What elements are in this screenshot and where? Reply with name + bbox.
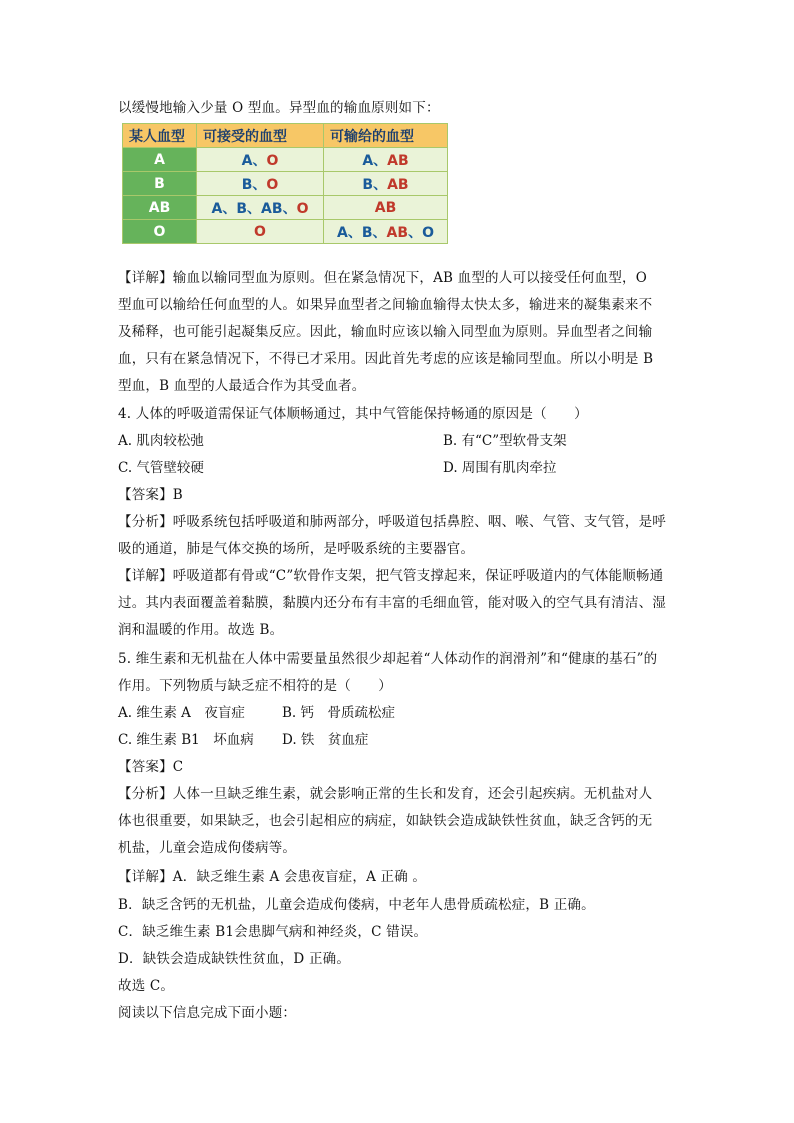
q4-option-c: C. 气管壁较硬 xyxy=(118,460,204,476)
q4-option-b: B. 有“C”型软骨支架 xyxy=(443,433,567,449)
q5-answer: 【答案】C xyxy=(118,759,184,775)
q5-stem-line: 5. 维生素和无机盐在人体中需要量虽然很少却起着“人体动作的润滑剂”和“健康的基石”的 xyxy=(118,651,658,667)
table-row xyxy=(123,172,448,196)
table-header-row xyxy=(123,124,448,148)
q4-analysis-line: 【分析】呼吸系统包括呼吸道和肺两部分，呼吸道包括鼻腔、咽、喉、气管、支气管，是呼 xyxy=(118,514,666,530)
table-header: 某人血型 xyxy=(123,124,197,148)
donate-to-types-cell: B、AB xyxy=(324,172,448,196)
blood-type-token: O xyxy=(296,200,309,217)
q5-stem-line: 作用。下列物质与缺乏症不相符的是（ ） xyxy=(118,678,392,694)
blood-type-token: B xyxy=(362,176,374,193)
q3-detail-line: 【详解】输血以输同型血为原则。但在紧急情况下，AB 血型的人可以接受任何血型，O xyxy=(118,270,648,286)
q5-option-c: C. 维生素 B1 坏血病 xyxy=(118,732,254,748)
blood-type-token: A xyxy=(241,152,253,169)
blood-type-token: B xyxy=(236,200,248,217)
blood-type-table xyxy=(122,123,448,244)
blood-type-token: B xyxy=(361,224,373,241)
donate-to-types-cell: A、AB xyxy=(324,148,448,172)
q4-detail-line: 润和温暖的作用。故选 B。 xyxy=(118,622,284,638)
q4-option-a: A. 肌肉较松弛 xyxy=(118,433,204,449)
table-row xyxy=(123,220,448,244)
acceptable-types-cell: B、O xyxy=(197,172,324,196)
q4-option-d: D. 周围有肌肉牵拉 xyxy=(443,460,557,476)
q4-analysis-line: 吸的通道，肺是气体交换的场所，是呼吸系统的主要器官。 xyxy=(118,541,475,557)
q5-option-d: D. 铁 贫血症 xyxy=(282,732,369,748)
blood-type-cell: O xyxy=(123,220,197,244)
q4-detail-line: 过。其内表面覆盖着黏膜，黏膜内还分布有丰富的毛细血管，能对吸入的空气具有清洁、湿 xyxy=(118,595,666,611)
blood-type-token: A xyxy=(211,200,223,217)
q5-option-b: B. 钙 骨质疏松症 xyxy=(282,705,396,721)
blood-type-token: AB xyxy=(387,176,409,193)
q4-stem: 4. 人体的呼吸道需保证气体顺畅通过，其中气管能保持畅通的原因是（ ） xyxy=(118,406,588,422)
q3-detail-line: 型血，B 血型的人最适合作为其受血者。 xyxy=(118,378,366,394)
q5-detail-line: 【详解】A．缺乏维生素 A 会患夜盲症，A 正确 。 xyxy=(118,869,427,885)
q3-detail-line: 型血可以输给任何血型的人。如果异血型者之间输血输得太快太多，输进来的凝集素来不 xyxy=(118,297,653,313)
q5-option-a: A. 维生素 A 夜盲症 xyxy=(118,705,245,721)
acceptable-types-cell: A、B、AB、O xyxy=(197,196,324,220)
table-header: 可接受的血型 xyxy=(197,124,324,148)
q5-analysis-line: 机盐，儿童会造成佝偻病等。 xyxy=(118,840,297,856)
blood-type-token: AB xyxy=(261,200,283,217)
blood-type-token: B xyxy=(241,176,253,193)
q5-analysis-line: 体也很重要，如果缺乏，也会引起相应的病症，如缺铁会造成缺铁性贫血，缺乏含钙的无 xyxy=(118,813,653,829)
acceptable-types-cell xyxy=(197,220,324,244)
blood-type-token: O xyxy=(266,176,279,193)
blood-type-token: A xyxy=(337,224,348,241)
blood-type-token: AB xyxy=(374,199,397,216)
q5-analysis-line: 【分析】人体一旦缺乏维生素，就会影响正常的生长和发育，还会引起疾病。无机盐对人 xyxy=(118,786,653,802)
q3-detail-line: 血，只有在紧急情况下，不得已才采用。因此首先考虑的应该是输同型血。所以小明是 B xyxy=(118,351,654,367)
blood-type-token: AB xyxy=(387,152,409,169)
table-row xyxy=(123,196,448,220)
q5-detail-line: C．缺乏维生素 B1会患脚气病和神经炎，C 错误。 xyxy=(118,924,428,940)
blood-type-token: A xyxy=(362,152,374,169)
blood-type-token: O xyxy=(254,223,266,240)
donate-to-types-cell xyxy=(324,196,448,220)
q5-detail-line: D．缺铁会造成缺铁性贫血，D 正确。 xyxy=(118,951,351,967)
blood-type-cell: B xyxy=(123,172,197,196)
acceptable-types-cell: A、O xyxy=(197,148,324,172)
table-row xyxy=(123,148,448,172)
q5-detail-line: B．缺乏含钙的无机盐，儿童会造成佝偻病，中老年人患骨质疏松症，B 正确。 xyxy=(118,897,595,913)
reading-line: 阅读以下信息完成下面小题： xyxy=(118,1005,297,1021)
blood-type-token: O xyxy=(266,152,279,169)
blood-type-token: O xyxy=(422,224,434,241)
q3-detail-line: 及稀释，也可能引起凝集反应。因此，输血时应该以输入同型血为原则。异血型者之间输 xyxy=(118,324,653,340)
intro-line: 以缓慢地输入少量 O 型血。异型血的输血原则如下： xyxy=(118,100,440,116)
q4-answer: 【答案】B xyxy=(118,487,183,503)
q5-detail-line: 故选 C。 xyxy=(118,978,175,994)
q4-detail-line: 【详解】呼吸道都有骨或“C”软骨作支架，把气管支撑起来，保证呼吸道内的气体能顺畅通 xyxy=(118,568,664,584)
donate-to-types-cell: A、B、AB、O xyxy=(324,220,448,244)
blood-type-token: AB xyxy=(386,224,409,241)
table-header: 可输给的血型 xyxy=(324,124,448,148)
blood-type-cell: A xyxy=(123,148,197,172)
blood-type-cell: AB xyxy=(123,196,197,220)
